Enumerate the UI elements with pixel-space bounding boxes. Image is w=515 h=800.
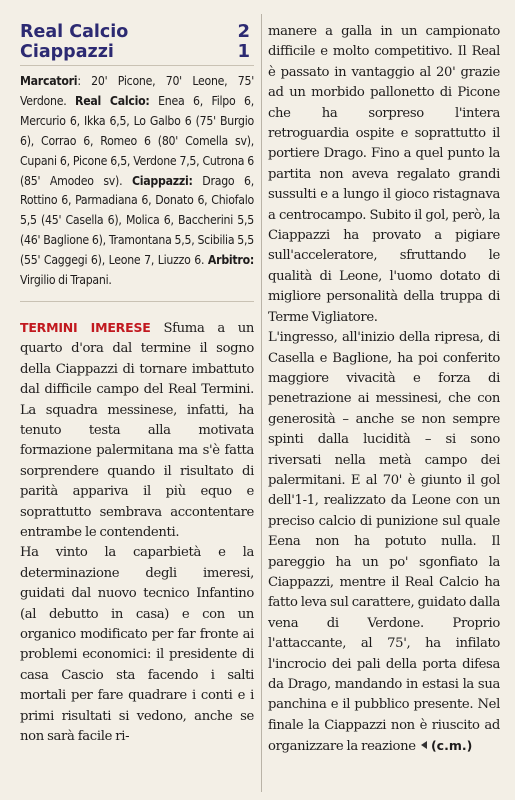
away-score: 1 — [237, 41, 250, 62]
article-paragraph-2-start: Ha vinto la caparbietà e la determinazione degli imeresi, guidati dal nuovo tecnico Infantino (al debutto in casa) e con un organico modificato per far fronte ai problemi economici: il presidente di casa Cascio sta facendo i salti mortali per fare quadrare i conti e i primi risultati si vedono, anche se non sarà facile ri- — [20, 545, 254, 745]
home-row — [20, 22, 254, 42]
article-paragraph-1: Sfuma a un quarto d'ora dal termine il sogno della Ciappazzi di tornare imbattuto dal difficile campo del Real Termini. La squadra messinese, infatti, ha tenuto testa alla motivata formazione palermitana ma s'è fatta sorprendere quando il risultato di parità appariva il più equo e soprattutto sembrava accontentare entrambe le contendenti. — [20, 320, 254, 541]
away-team-name: Ciappazzi — [20, 42, 114, 62]
article-body-left — [20, 318, 254, 748]
article-kicker: TERMINI IMERESE — [20, 319, 151, 335]
home-score: 2 — [237, 21, 250, 42]
column-divider — [261, 14, 262, 792]
scoreboard — [20, 22, 254, 66]
team1-label: Real Calcio: — [75, 93, 150, 108]
scorers-text: : 20' Picone, 70' Leone, 75' Verdone. — [20, 74, 254, 108]
referee-name: Virgilio di Trapani. — [20, 273, 112, 288]
article-paragraph-3: L'ingresso, all'inizio della ripresa, di Casella e Baglione, ha poi conferito maggiore vivacità e forza di penetrazione ai messinesi, che con generosità – anche se non sempre spinti dalla lucidità – si sono riversati nella metà campo dei palermitani. E al 70' è giunto il gol dell'1-1, realizzato da Leone con un preciso calcio di punizione sul quale Eena non ha potuto nulla. Il pareggio ha un po' sgonfiato la Ciappazzi, mentre il Real Calcio ha fatto leva sul carattere, guidato dalla vena di Verdone. Proprio l'attaccante, al 75', ha infilato l'incrocio dei pali della porta difesa da Drago, mandando in estasi la sua panchina e il pubblico presente. Nel finale la Ciappazzi non è riuscito ad organizzare la reazione — [268, 330, 500, 755]
team2-lineup: Drago 6, Rottino 6, Parmadiana 6, Donato 6, Chiofalo 5,5 (45' Casella 6), Molica 6, Baccherini 5,5 (46' Baglione 6), Tramontana 5,5, Scibilia 5,5 (55' Caggegi 6), Leone 7, Liuzzo 6. — [20, 173, 254, 268]
right-column — [268, 22, 500, 758]
article-body-right — [268, 22, 500, 758]
summary-separator — [20, 301, 254, 302]
scorers-label: Marcatori — [20, 74, 78, 88]
referee-label: Arbitro: — [207, 253, 254, 268]
home-team-name: Real Calcio — [20, 22, 129, 42]
team2-label: Ciappazzi: — [131, 173, 193, 188]
article-paragraph-2-end: manere a galla in un campionato difficile e molto competitivo. Il Real è passato in vantaggio al 20' grazie ad un morbido pallonetto di Picone che ha sorpreso l'intera retroguardia ospite e soprattutto il portiere Drago. Fino a quel punto la partita non aveva regalato grandi sussulti e a lungo il gioco ristagnava a centrocampo. Subito il gol, però, la Ciappazzi ha provato a pigiare sull'acceleratore, sfruttando le qualità di Leone, l'uomo dotato di migliore personalità della truppa di Terme Vigliatore. — [268, 24, 500, 325]
away-row — [20, 42, 254, 62]
left-column — [20, 22, 254, 748]
team1-lineup: Enea 6, Filpo 6, Mercurio 6, Ikka 6,5, Lo Galbo 6 (75' Burgio 6), Corrao 6, Romeo 6 (80' Comella sv), Cupani 6, Picone 6,5, Verdone 7,5, Cutrona 6 (85' Amodeo sv). — [20, 93, 254, 188]
author-signature: (c.m.) — [430, 738, 473, 754]
end-triangle-icon — [421, 741, 427, 749]
match-summary — [20, 72, 254, 291]
